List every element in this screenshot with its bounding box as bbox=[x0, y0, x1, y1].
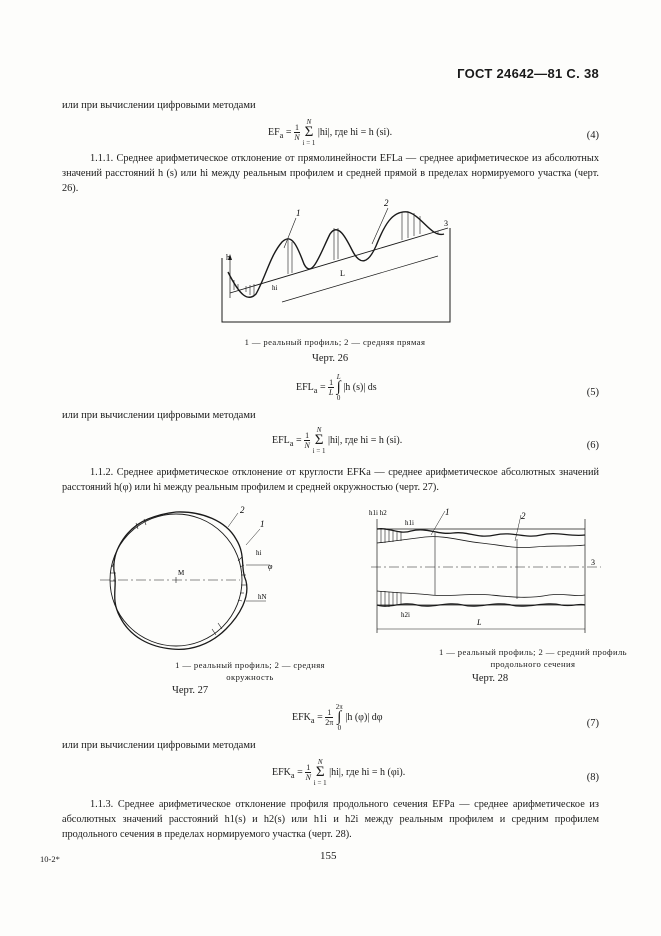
equation-number-6: (6) bbox=[586, 440, 599, 451]
text-intro-1: или при вычислении цифровыми методами bbox=[62, 100, 256, 111]
fig26-label-2: 2 bbox=[384, 198, 389, 208]
fig28-label-2: 2 bbox=[521, 511, 526, 521]
fig26-label-L: L bbox=[340, 269, 345, 278]
equation-6: $EFL_a$ = $\frac{1}{N}$ N Σ i = 1 |hi|, где hi = h (si). bbox=[272, 426, 403, 455]
fig26-label-1: 1 bbox=[296, 208, 301, 218]
fig28-label-1: 1 bbox=[445, 507, 450, 517]
text-intro-2: или при вычислении цифровыми методами bbox=[62, 410, 256, 421]
fig28-label-3: 3 bbox=[591, 558, 595, 567]
page-header: ГОСТ 24642—81 С. 38 bbox=[457, 66, 599, 81]
equation-5: $EFL_a$ = $\frac{1}{L}$ L ∫ 0 |h (s)| ds bbox=[296, 373, 377, 402]
equation-number-7: (7) bbox=[586, 718, 599, 729]
paragraph-1-1-1: 1.1.1. Среднее арифметическое отклонение от прямолинейности EFLa — среднее арифметическое из абсолютных значений расстояний h (s) или hi между реальным профилем и средней прямой в пределах нормируемого участка (черт. 26). bbox=[62, 153, 599, 194]
figure-26 bbox=[212, 198, 462, 330]
paragraph-1-1-3: 1.1.3. Среднее арифметическое отклонение профиля продольного сечения EFPa — среднее арифметическое из абсолютных значений расстояний h1(s) и h2(s) или h1i и h2i между реальным профилем и средним профилем продольного сечения в пределах нормируемого участка (черт. 28). bbox=[62, 799, 599, 840]
equation-7: $EFK_a$ = $\frac{1}{2\pi}$ 2π ∫ 0 |h (φ)| dφ bbox=[292, 703, 383, 732]
fig28-label-h1i: h1i bbox=[405, 519, 414, 527]
equation-number-5: (5) bbox=[586, 387, 599, 398]
fig27-title: Черт. 27 bbox=[172, 685, 209, 696]
text-intro-3: или при вычислении цифровыми методами bbox=[62, 740, 256, 751]
fig26-title: Черт. 26 bbox=[312, 353, 349, 364]
equation-8: $EFK_a$ = $\frac{1}{N}$ N Σ i = 1 |hi|, где hi = h (φi). bbox=[272, 758, 406, 787]
figure-27 bbox=[100, 505, 275, 655]
fig28-label-L: L bbox=[477, 618, 482, 627]
fig27-label-phi: φ bbox=[268, 562, 273, 571]
paragraph-1-1-2: 1.1.2. Среднее арифметическое отклонение от круглости EFKa — среднее арифметическое абсолютных значений расстояний h(φ) или hi между реальным профилем и средней окружностью (черт. 27). bbox=[62, 467, 599, 493]
fig26-label-3: 3 bbox=[444, 219, 448, 228]
fig27-label-2: 2 bbox=[240, 505, 245, 515]
fig28-caption: 1 — реальный профиль; 2 — средний профиль продольного сечения bbox=[438, 647, 627, 669]
equation-number-8: (8) bbox=[586, 772, 599, 783]
fig28-label-h1h2: h1i h2 bbox=[369, 509, 387, 517]
fig27-caption: 1 — реальный профиль; 2 — средняя окружность bbox=[175, 660, 325, 682]
footer-code: 10-2* bbox=[40, 854, 60, 864]
figure-28 bbox=[365, 505, 605, 645]
page-number: 155 bbox=[320, 850, 337, 862]
fig27-label-M: M bbox=[178, 569, 185, 577]
equation-4: $EF_a$ = $\frac{1}{N}$ N Σ i = 1 |hi|, где hi = h (si). bbox=[268, 118, 393, 147]
fig26-label-hi: hi bbox=[272, 284, 278, 292]
fig28-label-h2i: h2i bbox=[401, 611, 410, 619]
fig27-label-hi: hi bbox=[256, 549, 262, 557]
equation-number-4: (4) bbox=[586, 130, 599, 141]
fig26-label-h: h bbox=[226, 253, 230, 262]
fig27-label-1: 1 bbox=[260, 519, 265, 529]
fig27-label-hN: hN bbox=[258, 593, 267, 601]
fig26-caption: 1 — реальный профиль; 2 — средняя прямая bbox=[244, 337, 426, 347]
fig28-title: Черт. 28 bbox=[472, 673, 509, 684]
